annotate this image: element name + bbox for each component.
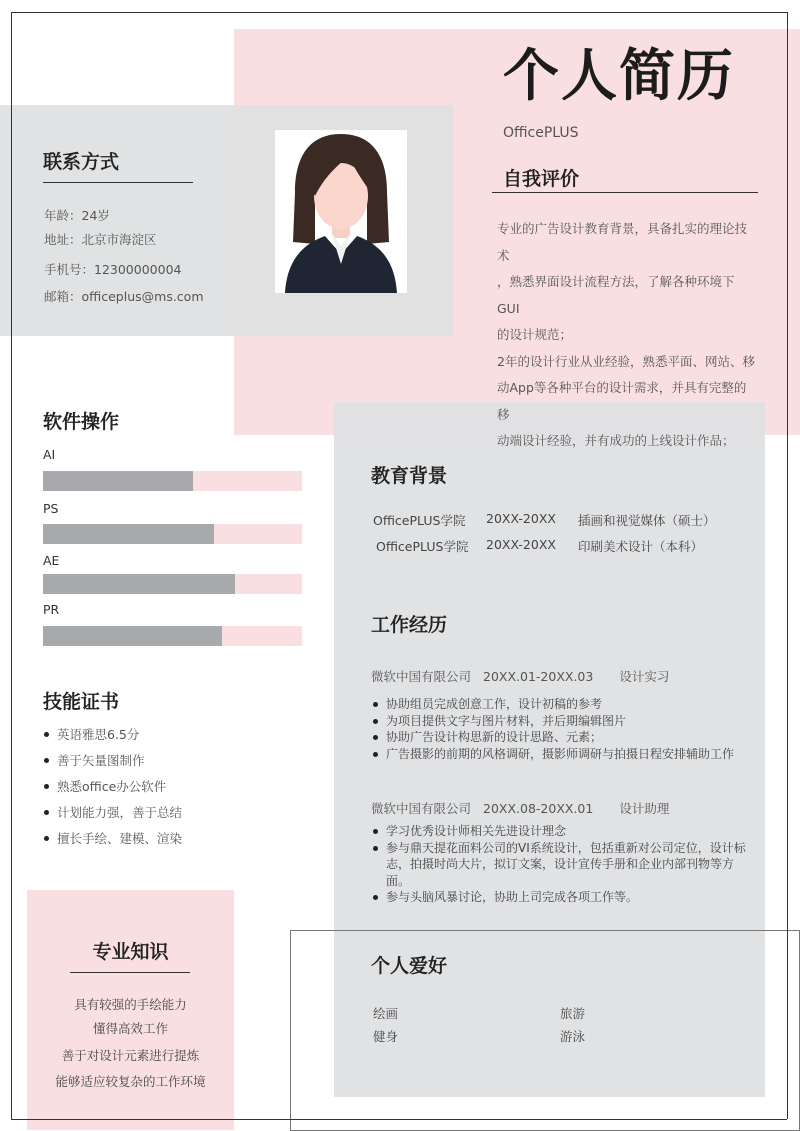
hobby-item: 健身 [373, 1029, 399, 1044]
contact-address: 地址：北京市海淀区 [44, 232, 157, 247]
software-name: AI [43, 447, 56, 462]
frame-line-bottom [11, 1119, 787, 1120]
software-bar-fill [43, 524, 214, 544]
software-bar [43, 574, 302, 594]
job-company: 微软中国有限公司 [371, 669, 472, 684]
job-period: 20XX.01-20XX.03 [483, 669, 594, 684]
self-eval-line: ，熟悉界面设计流程方法，了解各种环境下GUI [497, 274, 735, 316]
contact-heading-rule [43, 182, 193, 183]
education-heading: 教育背景 [371, 465, 448, 487]
contact-email: 邮箱：officeplus@ms.com [44, 289, 204, 304]
list-item: 参与头脑风暴讨论，协助上司完成各项工作等。 [373, 889, 753, 906]
software-name: PR [43, 602, 60, 617]
job-company: 微软中国有限公司 [371, 801, 472, 816]
frame-line-right [787, 12, 788, 1119]
knowledge-heading-rule [70, 972, 190, 973]
contact-heading: 联系方式 [43, 151, 120, 173]
job-duties [373, 823, 753, 906]
resume-subtitle: OfficePLUS [503, 125, 579, 141]
knowledge-line: 具有较强的手绘能力 [74, 997, 187, 1012]
self-eval-line: 的设计规范； [497, 327, 573, 342]
self-eval-heading: 自我评价 [503, 168, 580, 190]
job-role: 设计助理 [619, 801, 670, 816]
contact-age: 年龄：24岁 [44, 208, 110, 223]
profile-photo [275, 130, 407, 293]
education-years: 20XX-20XX [486, 511, 556, 526]
hobby-item: 旅游 [560, 1006, 586, 1021]
frame-line-left [11, 12, 12, 1119]
list-item: 擅长手绘、建模、渲染 [44, 830, 182, 856]
education-major: 印刷美术设计（本科） [578, 539, 704, 554]
hobbies-heading: 个人爱好 [371, 955, 448, 977]
list-item: 计划能力强，善于总结 [44, 804, 182, 830]
self-eval-line: 动App等各种平台的设计需求，并具有完整的移 [497, 380, 747, 422]
job-period: 20XX.08-20XX.01 [483, 801, 594, 816]
skills-heading: 技能证书 [43, 691, 120, 713]
job-header [371, 799, 669, 817]
job-header [371, 667, 669, 685]
software-bar [43, 626, 302, 646]
software-name: PS [43, 501, 59, 516]
software-bar [43, 524, 302, 544]
software-name: AE [43, 553, 60, 568]
frame-line-top [11, 12, 787, 13]
self-eval-line: 专业的广告设计教育背景，具备扎实的理论技术 [497, 221, 748, 263]
knowledge-line: 懂得高效工作 [92, 1021, 168, 1036]
knowledge-line: 能够适应较复杂的工作环境 [55, 1074, 206, 1089]
self-eval-heading-rule [492, 192, 758, 193]
self-eval-line: 2年的设计行业从业经验，熟悉平面、网站、移 [497, 353, 755, 369]
software-heading: 软件操作 [43, 411, 120, 433]
list-item: 英语雅思6.5分 [44, 726, 182, 752]
list-item: 广告摄影的前期的风格调研，摄影师调研与拍摄日程安排辅助工作 [373, 746, 753, 763]
list-item: 学习优秀设计师相关先进设计理念 [373, 823, 753, 840]
education-major: 插画和视觉媒体（硕士） [578, 513, 716, 528]
list-item: 协助广告设计构思新的设计思路、元素； [373, 729, 753, 746]
list-item: 协助组员完成创意工作，设计初稿的参考 [373, 696, 753, 713]
work-heading: 工作经历 [371, 614, 448, 636]
education-years: 20XX-20XX [486, 537, 556, 552]
software-bar-fill [43, 471, 193, 491]
list-item: 为项目提供文字与图片材料，并后期编辑图片 [373, 713, 753, 730]
education-school: OfficePLUS学院 [376, 539, 469, 554]
knowledge-line: 善于对设计元素进行提炼 [61, 1048, 200, 1063]
knowledge-heading: 专业知识 [92, 941, 169, 963]
contact-phone: 手机号：12300000004 [44, 262, 182, 277]
job-duties [373, 696, 753, 762]
hobby-item: 游泳 [560, 1029, 586, 1044]
skills-list [44, 726, 182, 856]
hobby-item: 绘画 [373, 1006, 399, 1021]
list-item: 参与鼎天提花面料公司的VI系统设计，包括重新对公司定位，设计标志，拍摄时尚大片，拟订文案，设计宣传手册和企业内部刊物等方面。 [373, 840, 753, 890]
job-role: 设计实习 [619, 669, 670, 684]
education-school: OfficePLUS学院 [373, 513, 466, 528]
list-item: 善于矢量图制作 [44, 752, 182, 778]
software-bar-fill [43, 626, 222, 646]
hobby-outline-box [290, 930, 800, 1131]
software-bar-fill [43, 574, 235, 594]
avatar-illustration [275, 130, 407, 293]
software-bar [43, 471, 302, 491]
resume-title: 个人简历 [503, 44, 735, 109]
self-eval-line: 动端设计经验，并有成功的上线设计作品； [497, 433, 735, 448]
list-item: 熟悉office办公软件 [44, 778, 182, 804]
self-eval-text [497, 216, 757, 455]
